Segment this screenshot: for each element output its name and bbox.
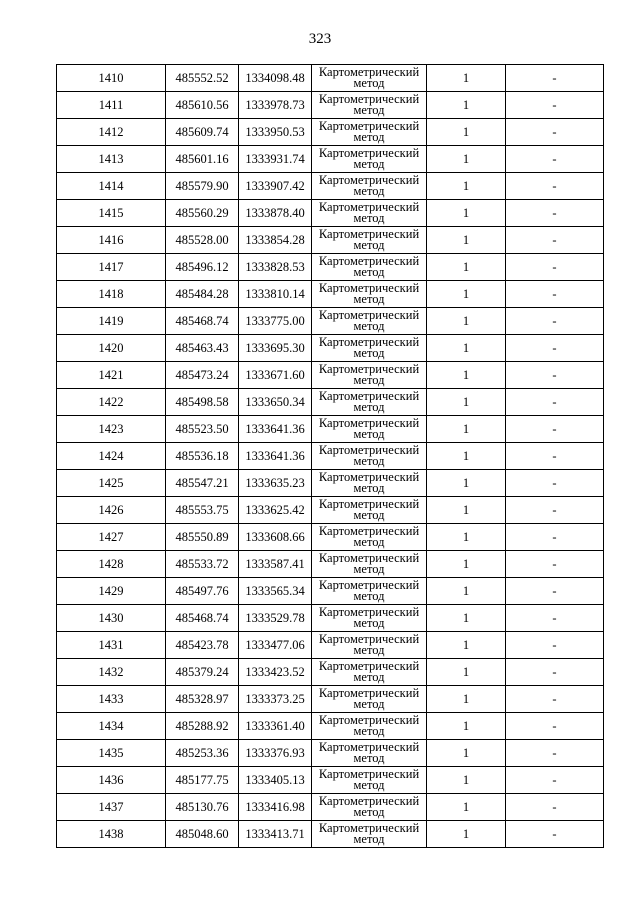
table-row [57,551,604,578]
note-cell: - [506,92,604,119]
table-row [57,524,604,551]
method-cell: Картометрический метод [312,146,427,173]
x-coordinate-cell: 485523.50 [166,416,239,443]
x-coordinate-cell: 485528.00 [166,227,239,254]
method-cell: Картометрический метод [312,578,427,605]
table-row [57,227,604,254]
count-cell: 1 [427,173,506,200]
point-number-cell: 1434 [57,713,166,740]
x-coordinate-cell: 485533.72 [166,551,239,578]
y-coordinate-cell: 1333775.00 [239,308,312,335]
point-number-cell: 1417 [57,254,166,281]
note-cell: - [506,794,604,821]
y-coordinate-cell: 1333978.73 [239,92,312,119]
count-cell: 1 [427,146,506,173]
table-row [57,389,604,416]
method-cell: Картометрический метод [312,335,427,362]
note-cell: - [506,578,604,605]
method-cell: Картометрический метод [312,92,427,119]
table-row [57,605,604,632]
note-cell: - [506,443,604,470]
count-cell: 1 [427,200,506,227]
count-cell: 1 [427,92,506,119]
x-coordinate-cell: 485177.75 [166,767,239,794]
y-coordinate-cell: 1333529.78 [239,605,312,632]
table-row [57,632,604,659]
table-row [57,713,604,740]
method-cell: Картометрический метод [312,497,427,524]
count-cell: 1 [427,578,506,605]
y-coordinate-cell: 1333361.40 [239,713,312,740]
method-cell: Картометрический метод [312,713,427,740]
x-coordinate-cell: 485536.18 [166,443,239,470]
y-coordinate-cell: 1333413.71 [239,821,312,848]
count-cell: 1 [427,281,506,308]
point-number-cell: 1427 [57,524,166,551]
method-cell: Картометрический метод [312,524,427,551]
y-coordinate-cell: 1333625.42 [239,497,312,524]
count-cell: 1 [427,794,506,821]
note-cell: - [506,227,604,254]
count-cell: 1 [427,821,506,848]
y-coordinate-cell: 1333565.34 [239,578,312,605]
x-coordinate-cell: 485496.12 [166,254,239,281]
table-row [57,740,604,767]
table-row [57,200,604,227]
point-number-cell: 1429 [57,578,166,605]
point-number-cell: 1411 [57,92,166,119]
y-coordinate-cell: 1333423.52 [239,659,312,686]
table-row [57,92,604,119]
x-coordinate-cell: 485253.36 [166,740,239,767]
point-number-cell: 1423 [57,416,166,443]
count-cell: 1 [427,119,506,146]
count-cell: 1 [427,767,506,794]
point-number-cell: 1419 [57,308,166,335]
count-cell: 1 [427,551,506,578]
point-number-cell: 1433 [57,686,166,713]
table-row [57,335,604,362]
point-number-cell: 1413 [57,146,166,173]
note-cell: - [506,821,604,848]
note-cell: - [506,632,604,659]
table-row [57,497,604,524]
method-cell: Картометрический метод [312,767,427,794]
y-coordinate-cell: 1333878.40 [239,200,312,227]
x-coordinate-cell: 485498.58 [166,389,239,416]
method-cell: Картометрический метод [312,200,427,227]
method-cell: Картометрический метод [312,470,427,497]
method-cell: Картометрический метод [312,281,427,308]
note-cell: - [506,659,604,686]
note-cell: - [506,686,604,713]
count-cell: 1 [427,686,506,713]
table-row [57,821,604,848]
count-cell: 1 [427,497,506,524]
table-row [57,767,604,794]
y-coordinate-cell: 1333931.74 [239,146,312,173]
note-cell: - [506,713,604,740]
point-number-cell: 1415 [57,200,166,227]
table-body [57,65,604,848]
note-cell: - [506,173,604,200]
x-coordinate-cell: 485609.74 [166,119,239,146]
x-coordinate-cell: 485288.92 [166,713,239,740]
count-cell: 1 [427,470,506,497]
table-row [57,416,604,443]
count-cell: 1 [427,335,506,362]
method-cell: Картометрический метод [312,605,427,632]
method-cell: Картометрический метод [312,119,427,146]
note-cell: - [506,551,604,578]
count-cell: 1 [427,389,506,416]
point-number-cell: 1422 [57,389,166,416]
method-cell: Картометрический метод [312,443,427,470]
point-number-cell: 1437 [57,794,166,821]
x-coordinate-cell: 485379.24 [166,659,239,686]
y-coordinate-cell: 1333671.60 [239,362,312,389]
table-row [57,686,604,713]
method-cell: Картометрический метод [312,632,427,659]
method-cell: Картометрический метод [312,551,427,578]
method-cell: Картометрический метод [312,254,427,281]
note-cell: - [506,416,604,443]
table-row [57,470,604,497]
note-cell: - [506,119,604,146]
point-number-cell: 1424 [57,443,166,470]
y-coordinate-cell: 1333810.14 [239,281,312,308]
method-cell: Картометрический метод [312,416,427,443]
count-cell: 1 [427,740,506,767]
note-cell: - [506,470,604,497]
count-cell: 1 [427,416,506,443]
count-cell: 1 [427,524,506,551]
x-coordinate-cell: 485553.75 [166,497,239,524]
point-number-cell: 1426 [57,497,166,524]
x-coordinate-cell: 485497.76 [166,578,239,605]
x-coordinate-cell: 485468.74 [166,605,239,632]
table-row [57,659,604,686]
note-cell: - [506,254,604,281]
x-coordinate-cell: 485423.78 [166,632,239,659]
count-cell: 1 [427,632,506,659]
y-coordinate-cell: 1333587.41 [239,551,312,578]
point-number-cell: 1420 [57,335,166,362]
note-cell: - [506,362,604,389]
coordinates-table [56,64,604,848]
table-row [57,443,604,470]
x-coordinate-cell: 485601.16 [166,146,239,173]
x-coordinate-cell: 485550.89 [166,524,239,551]
x-coordinate-cell: 485048.60 [166,821,239,848]
table-row [57,578,604,605]
y-coordinate-cell: 1333650.34 [239,389,312,416]
point-number-cell: 1432 [57,659,166,686]
y-coordinate-cell: 1333950.53 [239,119,312,146]
method-cell: Картометрический метод [312,659,427,686]
point-number-cell: 1438 [57,821,166,848]
note-cell: - [506,200,604,227]
x-coordinate-cell: 485547.21 [166,470,239,497]
y-coordinate-cell: 1333416.98 [239,794,312,821]
table-row [57,146,604,173]
y-coordinate-cell: 1333641.36 [239,416,312,443]
table-row [57,119,604,146]
method-cell: Картометрический метод [312,740,427,767]
table-row [57,65,604,92]
note-cell: - [506,497,604,524]
count-cell: 1 [427,713,506,740]
count-cell: 1 [427,65,506,92]
note-cell: - [506,389,604,416]
table-row [57,308,604,335]
x-coordinate-cell: 485328.97 [166,686,239,713]
y-coordinate-cell: 1333376.93 [239,740,312,767]
count-cell: 1 [427,308,506,335]
note-cell: - [506,308,604,335]
page-number: 323 [308,31,332,47]
x-coordinate-cell: 485473.24 [166,362,239,389]
point-number-cell: 1416 [57,227,166,254]
x-coordinate-cell: 485484.28 [166,281,239,308]
y-coordinate-cell: 1333635.23 [239,470,312,497]
point-number-cell: 1428 [57,551,166,578]
table-row [57,362,604,389]
y-coordinate-cell: 1333641.36 [239,443,312,470]
point-number-cell: 1436 [57,767,166,794]
method-cell: Картометрический метод [312,389,427,416]
point-number-cell: 1421 [57,362,166,389]
y-coordinate-cell: 1334098.48 [239,65,312,92]
count-cell: 1 [427,362,506,389]
count-cell: 1 [427,227,506,254]
note-cell: - [506,524,604,551]
method-cell: Картометрический метод [312,686,427,713]
point-number-cell: 1435 [57,740,166,767]
count-cell: 1 [427,443,506,470]
table-row [57,254,604,281]
point-number-cell: 1431 [57,632,166,659]
x-coordinate-cell: 485552.52 [166,65,239,92]
x-coordinate-cell: 485130.76 [166,794,239,821]
method-cell: Картометрический метод [312,65,427,92]
table-row [57,173,604,200]
x-coordinate-cell: 485463.43 [166,335,239,362]
note-cell: - [506,65,604,92]
method-cell: Картометрический метод [312,794,427,821]
method-cell: Картометрический метод [312,308,427,335]
y-coordinate-cell: 1333854.28 [239,227,312,254]
note-cell: - [506,335,604,362]
y-coordinate-cell: 1333695.30 [239,335,312,362]
point-number-cell: 1410 [57,65,166,92]
point-number-cell: 1418 [57,281,166,308]
table-row [57,281,604,308]
note-cell: - [506,146,604,173]
x-coordinate-cell: 485579.90 [166,173,239,200]
note-cell: - [506,740,604,767]
method-cell: Картометрический метод [312,173,427,200]
y-coordinate-cell: 1333477.06 [239,632,312,659]
method-cell: Картометрический метод [312,227,427,254]
y-coordinate-cell: 1333907.42 [239,173,312,200]
x-coordinate-cell: 485610.56 [166,92,239,119]
y-coordinate-cell: 1333608.66 [239,524,312,551]
count-cell: 1 [427,659,506,686]
y-coordinate-cell: 1333373.25 [239,686,312,713]
note-cell: - [506,605,604,632]
note-cell: - [506,281,604,308]
table-row [57,794,604,821]
x-coordinate-cell: 485560.29 [166,200,239,227]
point-number-cell: 1412 [57,119,166,146]
point-number-cell: 1425 [57,470,166,497]
method-cell: Картометрический метод [312,821,427,848]
count-cell: 1 [427,254,506,281]
x-coordinate-cell: 485468.74 [166,308,239,335]
count-cell: 1 [427,605,506,632]
method-cell: Картометрический метод [312,362,427,389]
point-number-cell: 1414 [57,173,166,200]
y-coordinate-cell: 1333828.53 [239,254,312,281]
point-number-cell: 1430 [57,605,166,632]
note-cell: - [506,767,604,794]
y-coordinate-cell: 1333405.13 [239,767,312,794]
